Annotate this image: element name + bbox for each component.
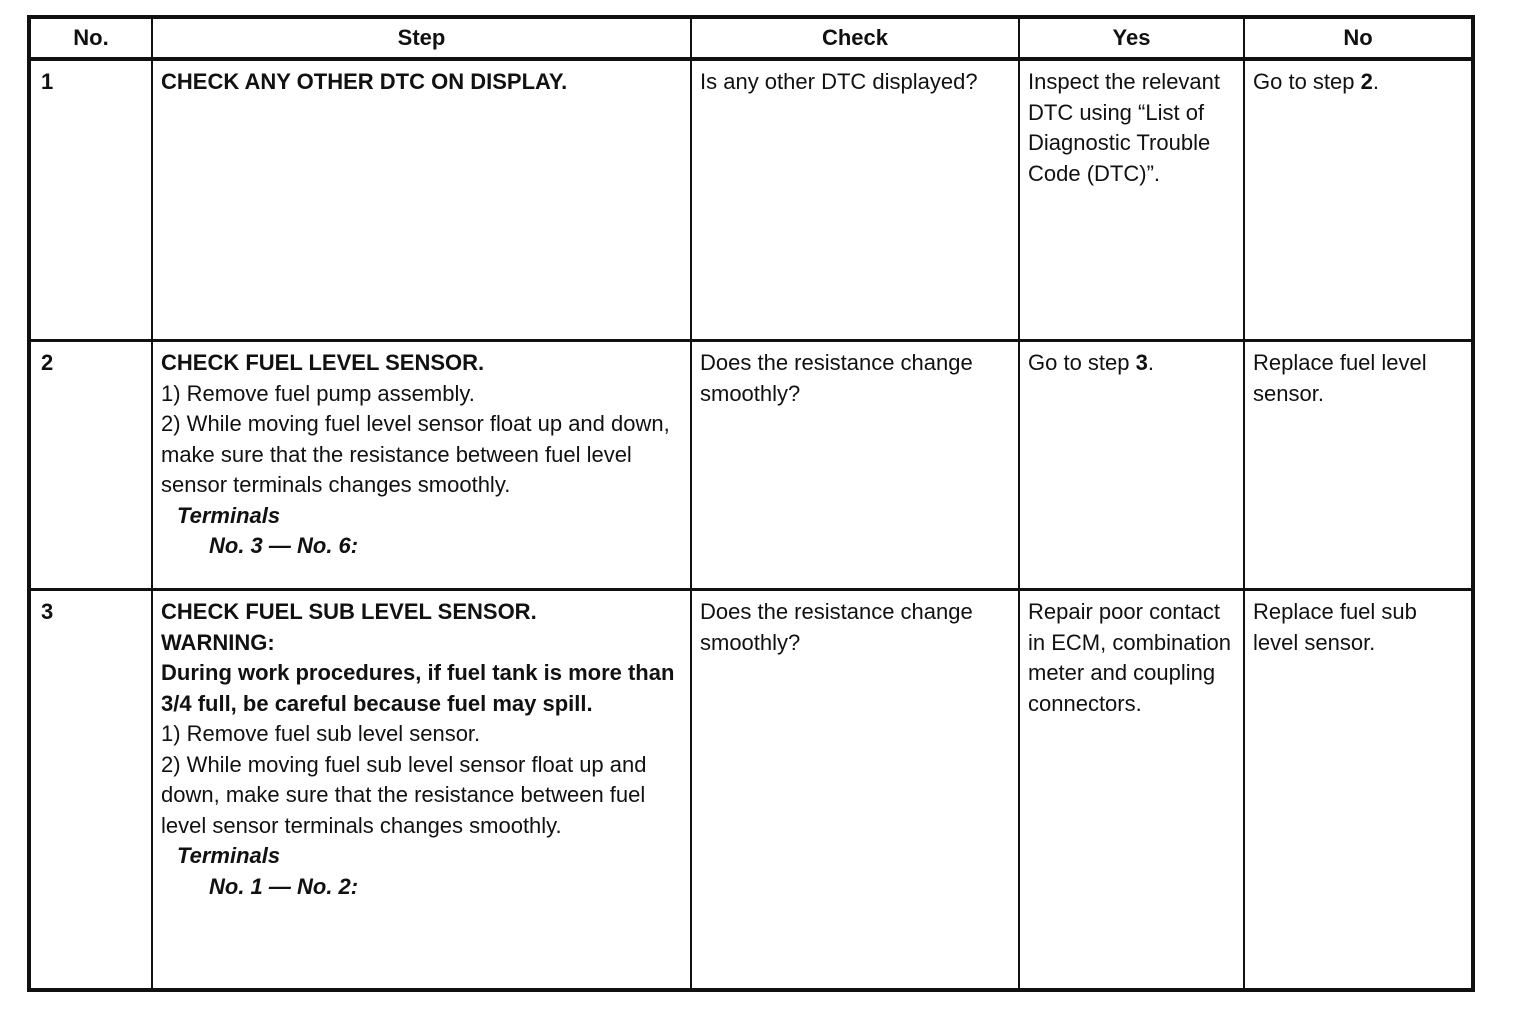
header-yes: Yes	[1019, 17, 1244, 59]
step-number: 1	[29, 59, 152, 341]
yes-text: Repair poor contact in ECM, combination meter and coupling connectors.	[1028, 599, 1231, 716]
yes-text-suffix: .	[1147, 350, 1154, 375]
step-number: 2	[29, 341, 152, 590]
step-title: CHECK FUEL SUB LEVEL SENSOR.	[161, 599, 537, 624]
check-text: Does the resistance change smoothly?	[700, 599, 973, 655]
step-number: 3	[29, 590, 152, 991]
header-no-result: No	[1244, 17, 1473, 59]
check-cell	[691, 341, 1019, 590]
no-text: Replace fuel level sensor.	[1253, 350, 1427, 406]
no-step-ref: 2	[1360, 69, 1373, 94]
header-check: Check	[691, 17, 1019, 59]
step-instruction: 2) While moving fuel sub level sensor float up and down, make sure that the resistance between fuel level sensor terminals changes smoothly.	[161, 751, 647, 838]
yes-cell	[1019, 590, 1244, 991]
step-cell	[152, 341, 691, 590]
step-cell	[152, 590, 691, 991]
check-text: Does the resistance change smoothly?	[700, 350, 973, 406]
check-cell	[691, 59, 1019, 341]
yes-cell	[1019, 59, 1244, 341]
terminals-label: Terminals	[177, 843, 281, 868]
no-cell	[1244, 341, 1473, 590]
no-cell	[1244, 590, 1473, 991]
header-row	[29, 17, 1473, 59]
warning-label: WARNING:	[161, 629, 275, 655]
no-text-prefix: Go to step	[1253, 69, 1361, 94]
warning-text: During work procedures, if fuel tank is more than 3/4 full, be careful because fuel may spill.	[161, 660, 675, 716]
no-text: Replace fuel sub level sensor.	[1253, 599, 1417, 655]
no-text-suffix: .	[1372, 69, 1379, 94]
terminals-value: No. 3 — No. 6:	[209, 533, 359, 558]
terminals-value: No. 1 — No. 2:	[209, 873, 359, 899]
no-cell	[1244, 59, 1473, 341]
table-row	[29, 59, 1473, 341]
step-instruction: 1) Remove fuel sub level sensor.	[161, 721, 481, 746]
terminals-label: Terminals	[177, 502, 281, 528]
diagnostic-table	[27, 15, 1475, 992]
check-cell	[691, 590, 1019, 991]
header-step: Step	[152, 17, 691, 59]
yes-text-prefix: Go to step	[1028, 350, 1136, 375]
yes-text: Inspect the relevant DTC using “List of Diagnostic Trouble Code (DTC)”.	[1028, 69, 1221, 186]
step-cell	[152, 59, 691, 341]
header-no: No.	[29, 17, 152, 59]
table-row	[29, 590, 1473, 991]
step-title: CHECK ANY OTHER DTC ON DISPLAY.	[161, 69, 568, 94]
step-title: CHECK FUEL LEVEL SENSOR.	[161, 350, 485, 375]
table-row	[29, 341, 1473, 590]
step-instruction: 1) Remove fuel pump assembly.	[161, 380, 475, 406]
step-instruction: 2) While moving fuel level sensor float up and down, make sure that the resistance between fuel level sensor terminals changes smoothly.	[161, 411, 670, 497]
yes-step-ref: 3	[1135, 350, 1148, 375]
check-text: Is any other DTC displayed?	[700, 69, 978, 94]
yes-cell	[1019, 341, 1244, 590]
